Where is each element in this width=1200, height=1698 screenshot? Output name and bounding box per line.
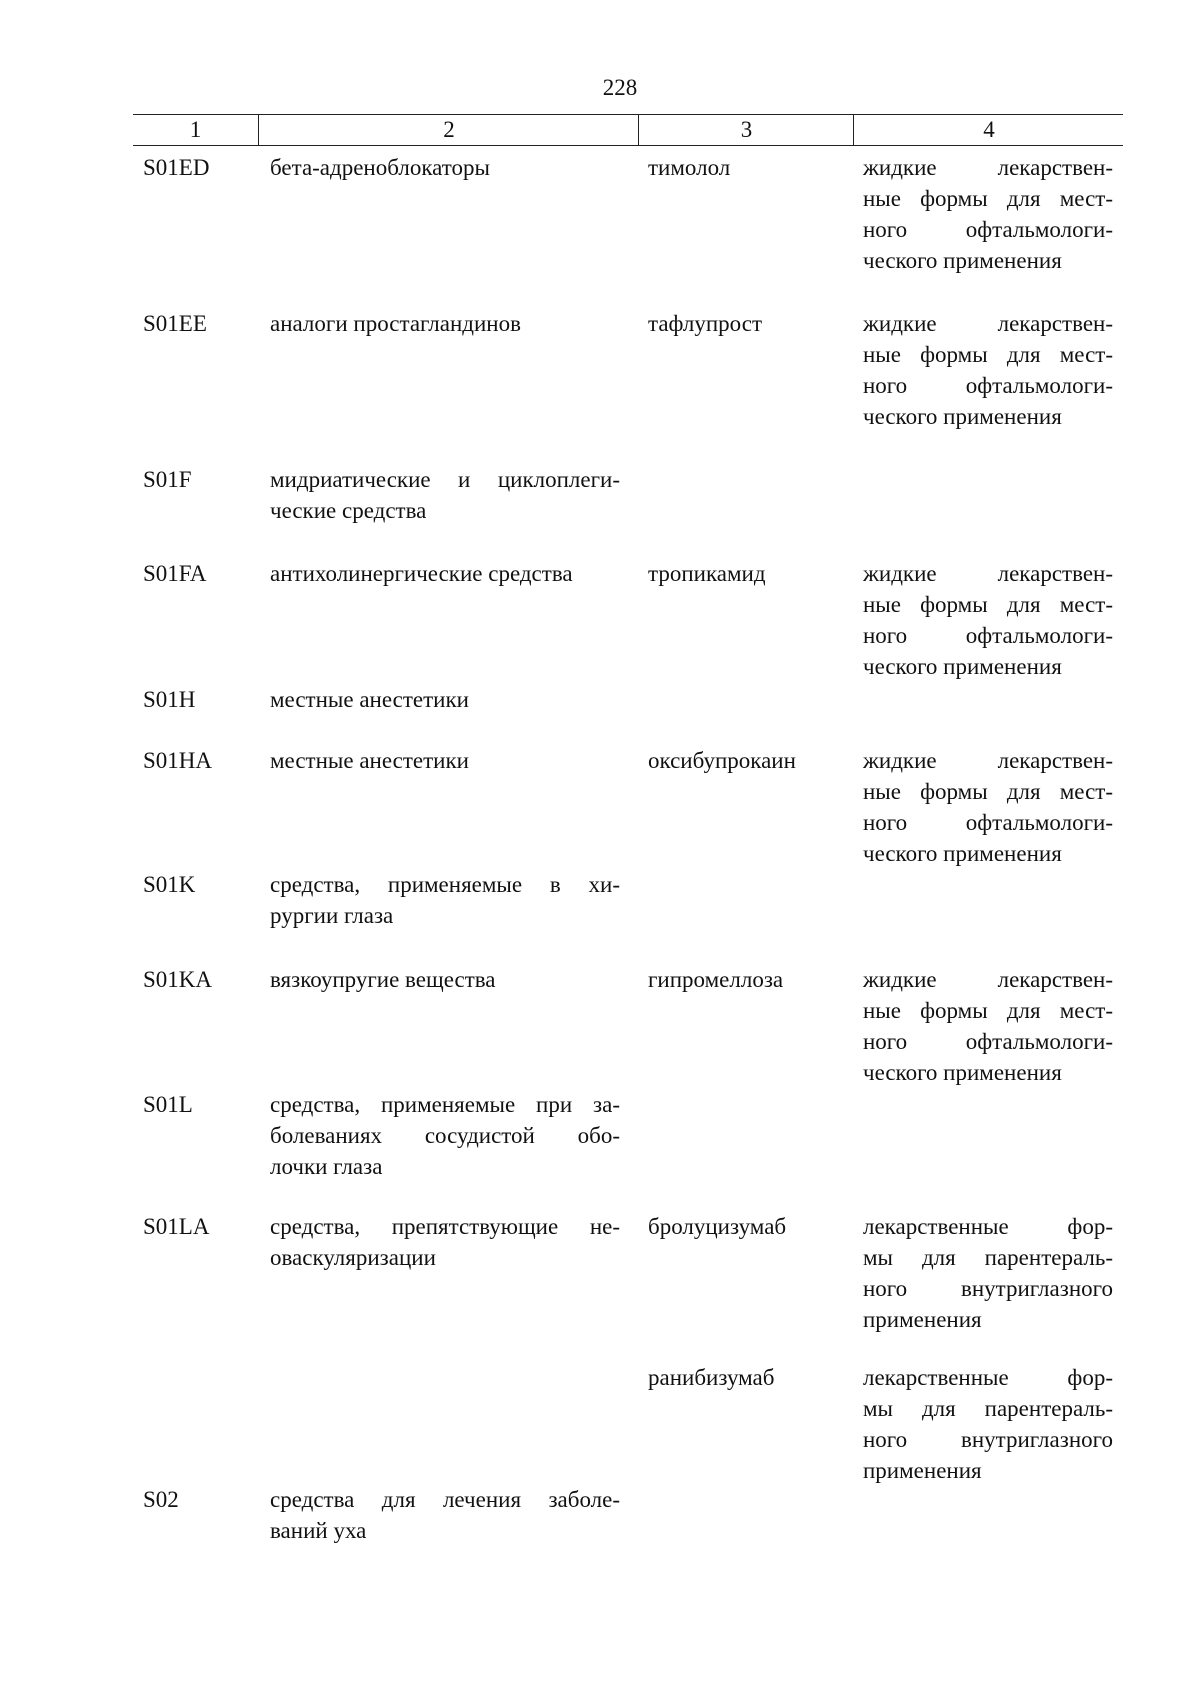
dosage-form-line: лекарственные фор-	[863, 1214, 1113, 1239]
atc-code: S01HA	[143, 748, 213, 773]
group-name-line: болеваниях сосудистой обо-	[270, 1123, 620, 1148]
dosage-form	[863, 152, 1113, 276]
dosage-form-line: ческого применения	[863, 404, 1062, 429]
dosage-form-line: мы для парентераль-	[863, 1245, 1113, 1270]
group-name	[270, 1484, 620, 1546]
dosage-form	[863, 745, 1113, 869]
group-name-line: средства, препятствующие не-	[270, 1214, 620, 1239]
group-name-line: ческие средства	[270, 498, 427, 523]
dosage-form-line: ческого применения	[863, 654, 1062, 679]
dosage-form-line: применения	[863, 1458, 982, 1483]
dosage-form-line: ные формы для мест-	[863, 998, 1113, 1023]
group-name-line: бета-адреноблокаторы	[270, 155, 490, 180]
dosage-form-line: ного внутриглазного	[863, 1276, 1113, 1301]
group-name-line: местные анестетики	[270, 748, 469, 773]
group-name	[270, 1089, 620, 1182]
drug-name: бролуцизумаб	[648, 1214, 787, 1239]
dosage-form	[863, 308, 1113, 432]
dosage-form-line: ного офтальмологи-	[863, 373, 1113, 398]
dosage-form-line: лекарственные фор-	[863, 1365, 1113, 1390]
group-name	[270, 964, 620, 995]
group-name	[270, 869, 620, 931]
group-name-line: средства, применяемые в хи-	[270, 872, 620, 897]
atc-code: S01L	[143, 1092, 193, 1117]
header-col-3: 3	[638, 115, 854, 145]
dosage-form-line: ного офтальмологи-	[863, 217, 1113, 242]
dosage-form	[863, 558, 1113, 682]
dosage-form-line: ного офтальмологи-	[863, 1029, 1113, 1054]
group-name-line: вязкоупругие вещества	[270, 967, 496, 992]
dosage-form-line: ного офтальмологи-	[863, 623, 1113, 648]
drug-name: тимолол	[648, 155, 731, 180]
group-name-line: антихолинергические средства	[270, 561, 573, 586]
atc-code: S01H	[143, 687, 196, 712]
group-name-line: рургии глаза	[270, 903, 394, 928]
dosage-form-line: ные формы для мест-	[863, 779, 1113, 804]
group-name-line: местные анестетики	[270, 687, 469, 712]
dosage-form-line: ческого применения	[863, 1060, 1062, 1085]
drug-name: тафлупрост	[648, 311, 762, 336]
group-name-line: средства, применяемые при за-	[270, 1092, 620, 1117]
atc-code: S01ED	[143, 155, 210, 180]
dosage-form	[863, 1211, 1113, 1335]
dosage-form-line: жидкие лекарствен-	[863, 561, 1113, 586]
drug-name: ранибизумаб	[648, 1365, 775, 1390]
group-name-line: средства для лечения заболе-	[270, 1487, 620, 1512]
dosage-form-line: ные формы для мест-	[863, 186, 1113, 211]
group-name	[270, 1211, 620, 1273]
dosage-form-line: жидкие лекарствен-	[863, 967, 1113, 992]
dosage-form-line: ные формы для мест-	[863, 592, 1113, 617]
atc-code: S02	[143, 1487, 179, 1512]
drug-name: оксибупрокаин	[648, 748, 796, 773]
header-col-1: 1	[189, 117, 202, 142]
dosage-form-line: мы для парентераль-	[863, 1396, 1113, 1421]
atc-code: S01FA	[143, 561, 207, 586]
atc-code: S01EE	[143, 311, 207, 336]
group-name-line: ваний уха	[270, 1518, 367, 1543]
page-number: 228	[602, 75, 638, 100]
drug-name: гипромеллоза	[648, 967, 784, 992]
group-name-line: аналоги простагландинов	[270, 311, 521, 336]
group-name	[270, 308, 620, 339]
dosage-form-line: ные формы для мест-	[863, 342, 1113, 367]
dosage-form-line: жидкие лекарствен-	[863, 748, 1113, 773]
drug-name: тропикамид	[648, 561, 766, 586]
atc-code: S01K	[143, 872, 196, 897]
atc-code: S01LA	[143, 1214, 210, 1239]
dosage-form-line: ческого применения	[863, 248, 1062, 273]
group-name	[270, 558, 620, 589]
dosage-form-line: применения	[863, 1307, 982, 1332]
group-name-line: мидриатические и циклоплеги-	[270, 467, 620, 492]
dosage-form-line: ного внутриглазного	[863, 1427, 1113, 1452]
atc-code: S01KA	[143, 967, 213, 992]
atc-code: S01F	[143, 467, 192, 492]
dosage-form	[863, 1362, 1113, 1486]
header-col-2: 2	[258, 115, 639, 145]
dosage-form-line: жидкие лекарствен-	[863, 311, 1113, 336]
dosage-form	[863, 964, 1113, 1088]
group-name-line: лочки глаза	[270, 1154, 383, 1179]
group-name	[270, 745, 620, 776]
header-col-4: 4	[853, 115, 1124, 145]
group-name	[270, 684, 620, 715]
dosage-form-line: ческого применения	[863, 841, 1062, 866]
table-header	[133, 114, 1123, 146]
group-name	[270, 152, 620, 183]
dosage-form-line: ного офтальмологи-	[863, 810, 1113, 835]
dosage-form-line: жидкие лекарствен-	[863, 155, 1113, 180]
group-name-line: оваскуляризации	[270, 1245, 436, 1270]
group-name	[270, 464, 620, 526]
